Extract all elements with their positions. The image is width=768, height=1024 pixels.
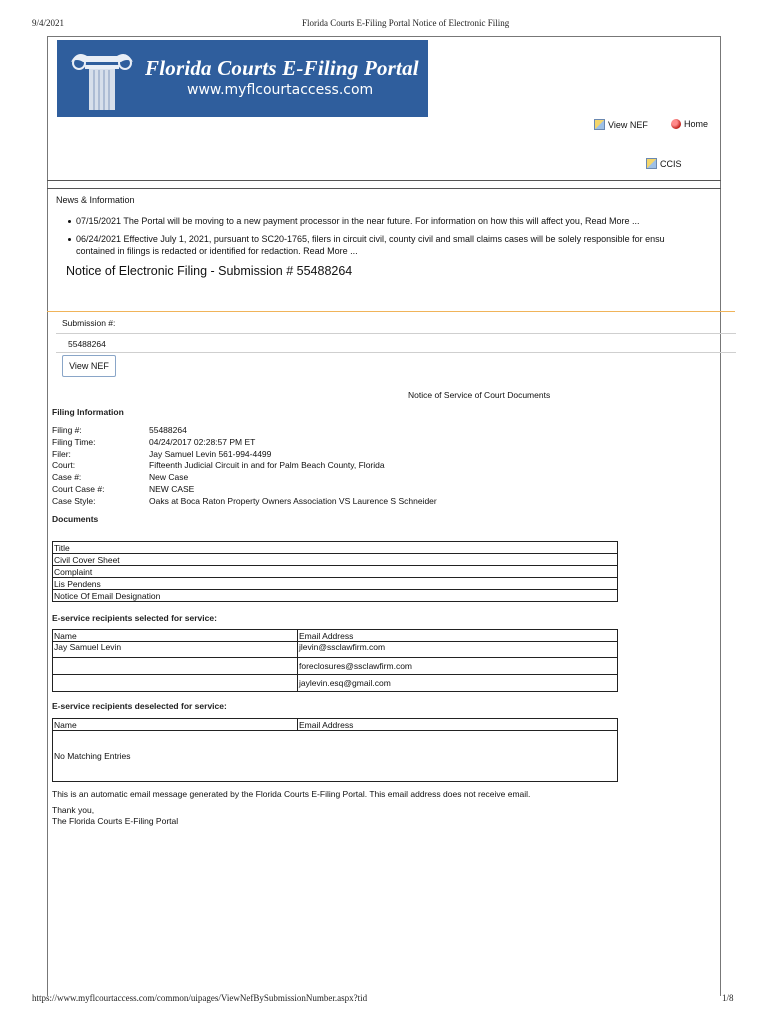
view-nef-label: View NEF [608,119,648,130]
document-title: Civil Cover Sheet [53,554,618,566]
page-frame-top [47,36,721,37]
filing-label: Court: [52,460,76,471]
filing-label: Filing Time: [52,436,96,447]
filing-label: Case #: [52,472,82,483]
ccis-label: CCIS [660,158,682,169]
documents-heading: Documents [52,514,99,524]
table-row [53,554,618,566]
print-title: Florida Courts E-Filing Portal Notice of Electronic Filing [302,18,510,28]
page-title: Notice of Electronic Filing - Submission # 55488264 [66,264,353,278]
documents-table [52,541,618,602]
recipient-email[interactable]: foreclosures@ssclawfirm.com [298,658,618,675]
print-page-number: 1/8 [722,993,734,1003]
table-header-row [53,719,618,731]
recipient-name: Jay Samuel Levin [53,642,298,658]
table-row [53,675,618,692]
divider [47,180,721,181]
bullet-icon [68,238,71,241]
table-row [53,578,618,590]
column-header: Title [53,542,618,554]
table-row [53,566,618,578]
table-header-row [53,630,618,642]
filing-label: Filer: [52,448,71,459]
home-label: Home [684,119,709,129]
table-header-row [53,542,618,554]
column-header: Email Address [298,719,618,731]
deselected-recipients-table [52,718,618,782]
selected-heading: E-service recipients selected for service: [52,613,217,623]
filing-value: 04/24/2017 02:28:57 PM ET [149,436,256,447]
print-url: https://www.myflcourtaccess.com/common/uipages/ViewNefBySubmissionNumber.aspx?tid [32,993,368,1003]
document-title: Complaint [53,566,618,578]
document-icon [594,119,605,130]
column-header: Email Address [298,630,618,642]
filing-value: Oaks at Boca Raton Property Owners Association VS Laurence S Schneider [149,495,437,506]
print-date: 9/4/2021 [32,18,65,28]
view-nef-button-label: View NEF [69,361,109,371]
recipient-name [53,658,298,675]
news-item [68,216,639,226]
news-item-text[interactable]: 07/15/2021 The Portal will be moving to a new payment processor in the near future. For information on how this will affect you, Read More ... [76,216,640,226]
service-heading: Notice of Service of Court Documents [408,390,551,400]
news-item [68,234,736,244]
portal-banner[interactable] [57,40,428,117]
ccis-icon [646,158,657,169]
home-link[interactable] [671,119,708,129]
section-divider [47,311,735,312]
table-row [53,731,618,782]
signature-line: The Florida Courts E-Filing Portal [52,816,179,826]
ionic-column-icon [67,48,137,110]
selected-recipients-table [52,629,618,692]
banner-url: www.myflcourtaccess.com [187,82,374,98]
column-header: Name [53,630,298,642]
panel-line [56,333,736,334]
news-item-continued[interactable]: contained in filings is redacted or identified for redaction. Read More ... [76,246,358,256]
thanks-line: Thank you, [52,805,95,815]
filing-label: Court Case #: [52,483,105,494]
view-nef-button[interactable] [62,355,116,377]
news-item-text[interactable]: 06/24/2021 Effective July 1, 2021, pursuant to SC20-1765, filers in circuit civil, county civil and small claims cases will be solely responsible for ensu [76,234,665,244]
banner-title: Florida Courts E-Filing Portal [145,56,419,80]
filing-info-labels [52,425,104,508]
submission-number: 55488264 [68,339,106,349]
table-row [53,642,618,658]
filing-value: Fifteenth Judicial Circuit in and for Palm Beach County, Florida [149,460,385,471]
recipient-email[interactable]: jaylevin.esq@gmail.com [298,675,618,692]
document-title: Lis Pendens [53,578,618,590]
divider [47,188,721,189]
filing-label: Filing #: [52,425,82,435]
empty-message: No Matching Entries [53,731,618,782]
ccis-link[interactable] [646,158,682,169]
filing-value: NEW CASE [149,483,195,494]
home-icon [671,119,681,129]
filing-info-values [149,425,437,508]
auto-message: This is an automatic email message generated by the Florida Courts E-Filing Portal. This email address does not receive email. [52,789,531,799]
table-row [53,590,618,602]
recipient-email[interactable]: jlevin@ssclawfirm.com [298,642,618,658]
filing-value: 55488264 [149,425,187,435]
filing-value: New Case [149,472,189,483]
recipient-name [53,675,298,692]
table-row [53,658,618,675]
column-header: Name [53,719,298,731]
bullet-icon [68,220,71,223]
filing-value: Jay Samuel Levin 561-994-4499 [149,448,272,459]
view-nef-link[interactable] [594,119,648,130]
filing-label: Case Style: [52,495,96,506]
submission-label: Submission #: [62,318,116,328]
document-title: Notice Of Email Designation [53,590,618,602]
filing-info-heading: Filing Information [52,407,124,417]
deselected-heading: E-service recipients deselected for service: [52,701,227,711]
panel-line [56,352,736,353]
news-heading: News & Information [56,195,135,205]
